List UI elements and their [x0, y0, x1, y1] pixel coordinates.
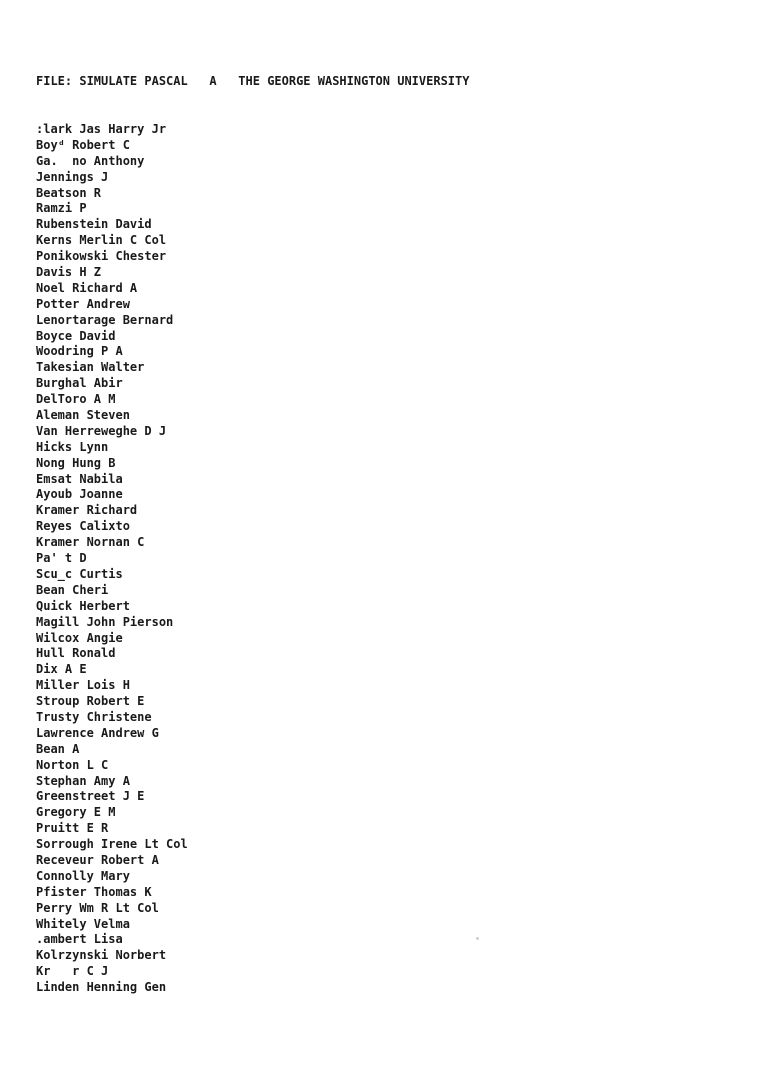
list-item: Ponikowski Chester	[36, 249, 167, 264]
list-item: Kolrzynski Norbert	[36, 948, 167, 963]
list-item: Beatson R	[36, 185, 102, 200]
list-item: Bean A	[36, 741, 80, 756]
list-item: Woodring P A	[36, 344, 123, 359]
list-item: Boyce David	[36, 328, 116, 343]
list-item: Aleman Steven	[36, 408, 130, 423]
name-list	[36, 122, 188, 996]
list-item: Kerns Merlin C Col	[36, 233, 167, 248]
list-item: Quick Herbert	[36, 598, 130, 613]
list-item: Emsat Nabila	[36, 471, 123, 486]
list-item: Ayoub Joanne	[36, 487, 123, 502]
scan-artifact-dot	[476, 937, 479, 940]
list-item: Receveur Robert A	[36, 852, 159, 867]
list-item: Jennings J	[36, 169, 109, 184]
list-item: Burghal Abir	[36, 376, 123, 391]
list-item: Dix A E	[36, 662, 87, 677]
list-item: :lark Jas Harry Jr	[36, 122, 167, 136]
list-item: Ga. no Anthony	[36, 153, 145, 168]
list-item: Gregory E M	[36, 805, 116, 820]
list-item: Bean Cheri	[36, 582, 109, 597]
list-item: .ambert Lisa	[36, 932, 123, 947]
list-item: Kramer Nornan C	[36, 535, 145, 550]
list-item: Perry Wm R Lt Col	[36, 900, 159, 915]
list-item: Whitely Velma	[36, 916, 130, 931]
list-item: Takesian Walter	[36, 360, 145, 375]
list-item: Noel Richard A	[36, 280, 138, 295]
list-item: Wilcox Angie	[36, 630, 123, 645]
list-item: Ramzi P	[36, 201, 87, 216]
list-item: Pruitt E R	[36, 821, 109, 836]
list-item: Rubenstein David	[36, 217, 152, 232]
list-item: Potter Andrew	[36, 296, 130, 311]
list-item: DelToro A M	[36, 392, 116, 407]
list-item: Kramer Richard	[36, 503, 138, 518]
list-item: Davis H Z	[36, 265, 102, 280]
list-item: Stephan Amy A	[36, 773, 130, 788]
list-item: Connolly Mary	[36, 868, 130, 883]
list-item: Hull Ronald	[36, 646, 116, 661]
list-item: Sorrough Irene Lt Col	[36, 837, 188, 852]
list-item: Van Herreweghe D J	[36, 423, 167, 438]
list-item: Reyes Calixto	[36, 519, 130, 534]
list-item: Hicks Lynn	[36, 439, 109, 454]
list-item: Lenortarage Bernard	[36, 312, 174, 327]
list-item: Norton L C	[36, 757, 109, 772]
list-item: Kr r C J	[36, 964, 109, 979]
list-item: Magill John Pierson	[36, 614, 174, 629]
list-item: Miller Lois H	[36, 678, 130, 693]
list-item: Lawrence Andrew G	[36, 725, 159, 740]
list-item: Nong Hung B	[36, 455, 116, 470]
list-item: Linden Henning Gen	[36, 980, 167, 995]
list-item: Boyᵈ Robert C	[36, 137, 130, 152]
list-item: Greenstreet J E	[36, 789, 145, 804]
list-item: Scu_c Curtis	[36, 566, 123, 581]
list-item: Trusty Christene	[36, 709, 152, 724]
list-item: Stroup Robert E	[36, 694, 145, 709]
list-item: Pa' t D	[36, 551, 87, 566]
list-item: Pfister Thomas K	[36, 884, 152, 899]
file-header-line: FILE: SIMULATE PASCAL A THE GEORGE WASHINGTON UNIVERSITY	[36, 74, 470, 88]
